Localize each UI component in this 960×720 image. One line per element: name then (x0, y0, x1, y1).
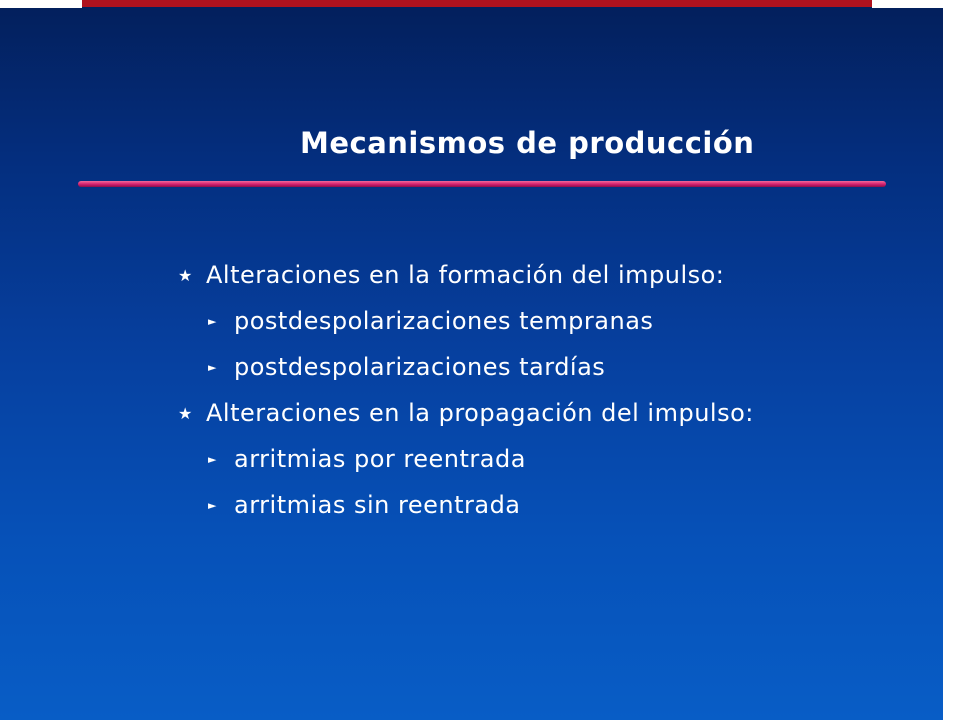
list-item-text: arritmias por reentrada (234, 445, 526, 473)
list-item-text: Alteraciones en la formación del impulso: (206, 261, 725, 289)
title-divider (78, 181, 886, 187)
list-item (178, 344, 754, 390)
list-item-text: postdespolarizaciones tardías (234, 353, 606, 381)
list-item (178, 298, 754, 344)
triangle-bullet-icon: ► (208, 360, 217, 374)
triangle-bullet-icon: ► (208, 498, 217, 512)
triangle-bullet-icon: ► (208, 314, 217, 328)
star-bullet-icon: ★ (178, 403, 193, 423)
star-bullet-icon: ★ (178, 265, 193, 285)
list-item-text: arritmias sin reentrada (234, 491, 521, 519)
list-item (178, 252, 754, 298)
slide-title: Mecanismos de producción (300, 126, 755, 160)
list-item (178, 390, 754, 436)
list-item (178, 482, 754, 528)
page-edge-right (943, 0, 960, 720)
list-item-text: postdespolarizaciones tempranas (234, 307, 654, 335)
page-edge-left (0, 0, 82, 8)
list-item-text: Alteraciones en la propagación del impulso: (206, 399, 754, 427)
top-accent-bar (82, 0, 872, 7)
list-item (178, 436, 754, 482)
bullet-list (178, 252, 754, 528)
triangle-bullet-icon: ► (208, 452, 217, 466)
